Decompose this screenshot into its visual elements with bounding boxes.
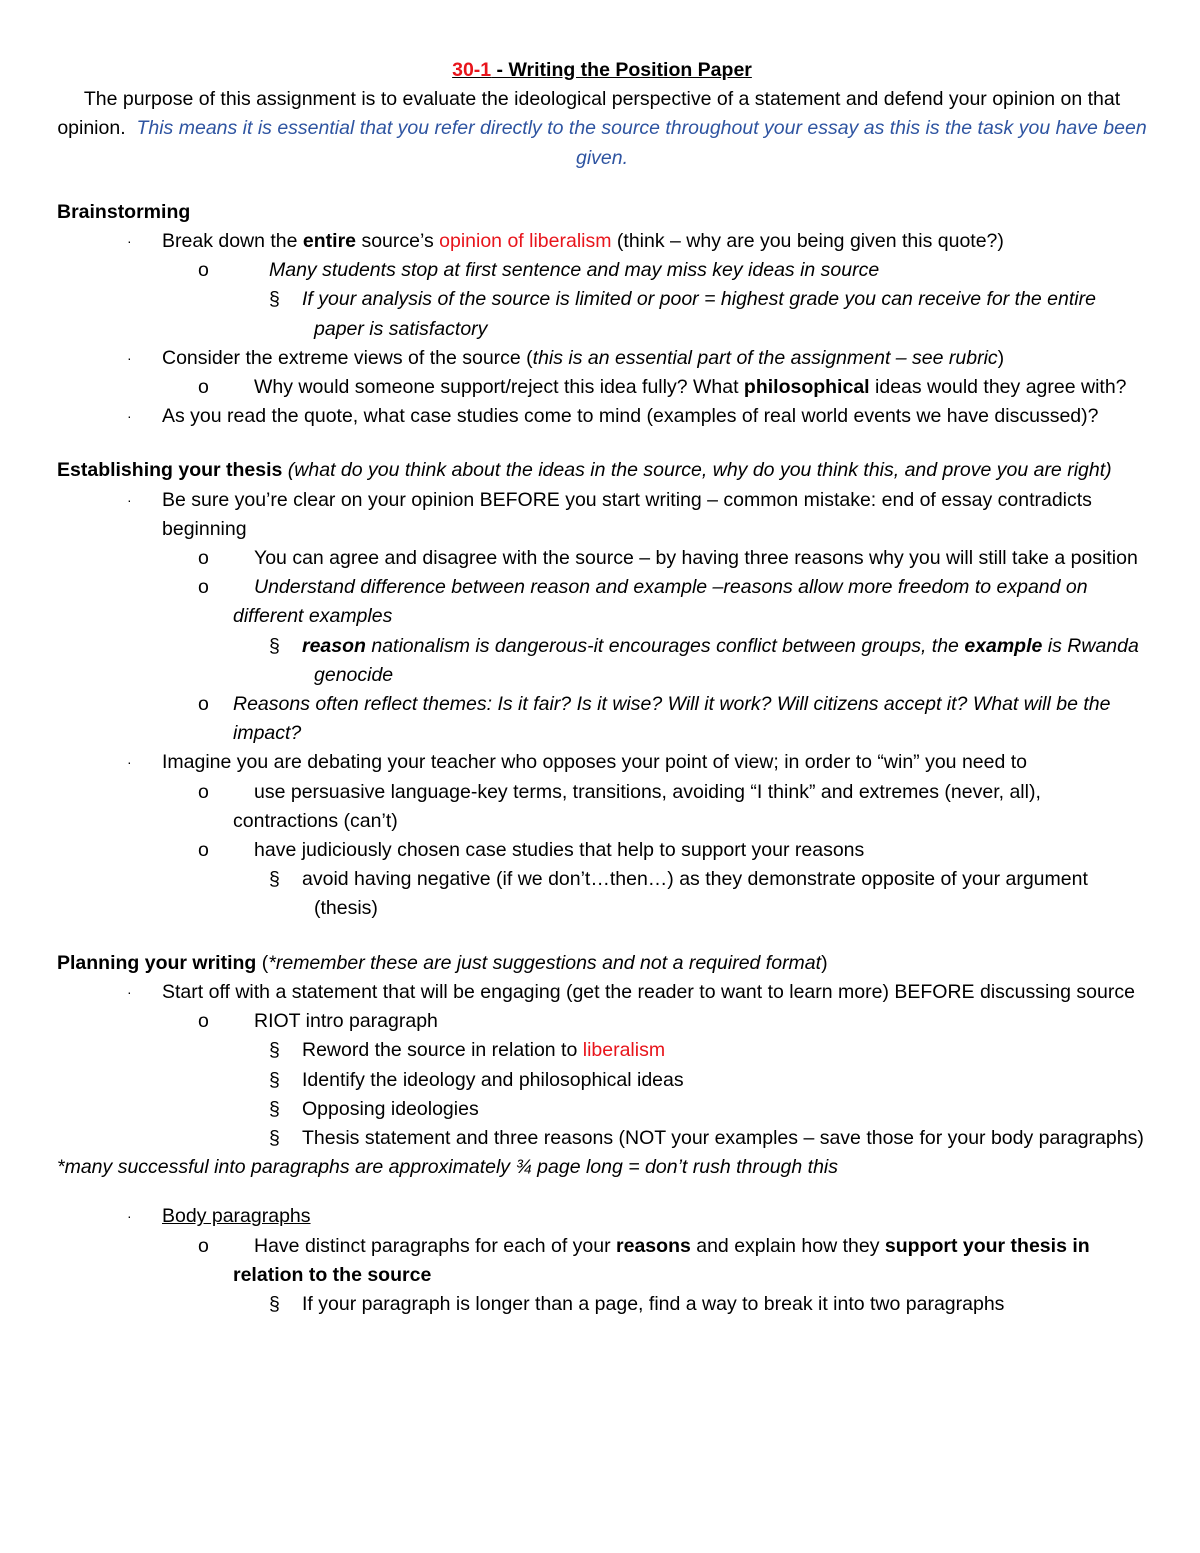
list-item bbox=[57, 256, 1147, 285]
text: ideas would they agree with? bbox=[869, 376, 1127, 399]
text: Reasons often reflect themes: Is it fair? Is it wise? Will it work? Will citizens accept it? What will be the impact? bbox=[233, 693, 1111, 745]
text: You can agree and disagree with the source – by having three reasons why you will still take a position bbox=[254, 547, 1138, 570]
list-item bbox=[57, 632, 1147, 690]
bullet-dot-icon: · bbox=[127, 754, 132, 771]
document-page bbox=[57, 56, 1147, 1319]
text: Opposing ideologies bbox=[302, 1097, 479, 1120]
planning-heading bbox=[57, 949, 1147, 978]
text: have judiciously chosen case studies that help to support your reasons bbox=[254, 839, 865, 862]
text: example bbox=[964, 634, 1043, 657]
text: avoid having negative (if we don’t…then…) as they demonstrate opposite of your argument (thesis) bbox=[302, 868, 1088, 920]
bullet-section-icon: § bbox=[269, 1292, 280, 1315]
list-item bbox=[57, 1036, 1147, 1065]
purpose-emphasis: This means it is essential that you refer directly to the source throughout your essay as this is the task you have been given. bbox=[136, 117, 1147, 169]
bullet-circle-icon: o bbox=[198, 547, 209, 570]
text: Be sure you’re clear on your opinion BEFORE you start writing – common mistake: end of essay contradicts beginning bbox=[162, 488, 1092, 540]
thesis-heading bbox=[57, 456, 1147, 485]
bullet-dot-icon: · bbox=[127, 491, 132, 508]
bullet-dot-icon: · bbox=[127, 408, 132, 425]
text: is Rwanda genocide bbox=[314, 634, 1139, 686]
list-item bbox=[57, 227, 1147, 256]
bullet-circle-icon: o bbox=[198, 780, 209, 803]
list-item bbox=[57, 486, 1147, 544]
text: reasons bbox=[616, 1234, 691, 1257]
list-item bbox=[57, 748, 1147, 777]
list-item bbox=[57, 1124, 1147, 1153]
bullet-circle-icon: o bbox=[198, 1010, 209, 1033]
text: Break down the bbox=[162, 230, 303, 253]
list-item bbox=[57, 285, 1147, 343]
list-item bbox=[57, 402, 1147, 431]
text: Planning your writing bbox=[57, 951, 257, 974]
text: support your thesis in relation to the source bbox=[233, 1234, 1090, 1286]
list-item bbox=[57, 978, 1147, 1007]
list-item bbox=[57, 1007, 1147, 1036]
bullet-circle-icon: o bbox=[198, 259, 209, 282]
text: If your paragraph is longer than a page, find a way to break it into two paragraphs bbox=[302, 1292, 1005, 1315]
bullet-section-icon: § bbox=[269, 1039, 280, 1062]
bullet-section-icon: § bbox=[269, 1097, 280, 1120]
bullet-circle-icon: o bbox=[198, 576, 209, 599]
text: ( bbox=[256, 951, 269, 974]
document-title bbox=[57, 56, 1147, 85]
text: reason bbox=[302, 634, 366, 657]
text: (think – why are you being given this quote?) bbox=[611, 230, 1004, 253]
course-code: 30-1 bbox=[452, 59, 492, 81]
bullet-circle-icon: o bbox=[198, 1234, 209, 1257]
text: Imagine you are debating your teacher who opposes your point of view; in order to “win” you need to bbox=[162, 751, 1028, 774]
text: Start off with a statement that will be engaging (get the reader to want to learn more) BEFORE discussing source bbox=[162, 980, 1135, 1003]
text: Thesis statement and three reasons (NOT your examples – save those for your body paragraphs) bbox=[302, 1126, 1144, 1149]
list-item bbox=[57, 1066, 1147, 1095]
text: As you read the quote, what case studies come to mind (examples of real world events we have discussed)? bbox=[162, 405, 1099, 428]
text: Identify the ideology and philosophical ideas bbox=[302, 1068, 684, 1091]
bullet-section-icon: § bbox=[269, 1068, 280, 1091]
list-item bbox=[57, 344, 1147, 373]
bullet-dot-icon: · bbox=[127, 233, 132, 250]
text: If your analysis of the source is limited or poor = highest grade you can receive for the entire paper is satisfactory bbox=[302, 288, 1096, 340]
list-item bbox=[57, 573, 1147, 631]
purpose-paragraph bbox=[57, 85, 1147, 173]
text: (what do you think about the ideas in the source, why do you think this, and prove you are right) bbox=[282, 459, 1112, 482]
text bbox=[233, 373, 1147, 402]
text: RIOT intro paragraph bbox=[254, 1010, 438, 1033]
brainstorming-heading: Brainstorming bbox=[57, 200, 191, 223]
list-item bbox=[57, 836, 1147, 865]
text: entire bbox=[302, 230, 357, 253]
text bbox=[233, 1232, 1147, 1290]
text: ) bbox=[821, 951, 828, 974]
list-item bbox=[57, 865, 1147, 923]
list-item bbox=[57, 544, 1147, 573]
list-item bbox=[57, 373, 1147, 402]
list-item bbox=[57, 1202, 1147, 1231]
bullet-circle-icon: o bbox=[198, 693, 209, 716]
text: Have distinct paragraphs for each of your bbox=[254, 1234, 617, 1257]
text: opinion of liberalism bbox=[439, 230, 612, 253]
text: Understand difference between reason and example –reasons allow more freedom to expand on different examples bbox=[233, 576, 1088, 628]
text: Consider the extreme views of the source ( bbox=[162, 346, 533, 369]
text: and explain how they bbox=[690, 1234, 885, 1257]
text: nationalism is dangerous-it encourages conflict between groups, the bbox=[365, 634, 965, 657]
text: ) bbox=[997, 346, 1005, 369]
text: Body paragraphs bbox=[162, 1205, 311, 1228]
list-item bbox=[57, 1095, 1147, 1124]
bullet-circle-icon: o bbox=[198, 839, 209, 862]
text bbox=[302, 632, 1147, 690]
footnote: *many successful into paragraphs are approximately ¾ page long = don’t rush through this bbox=[57, 1156, 838, 1179]
list-item bbox=[57, 690, 1147, 748]
list-item bbox=[57, 1232, 1147, 1290]
text: this is an essential part of the assignment – see rubric bbox=[532, 346, 998, 369]
text: Why would someone support/reject this idea fully? What bbox=[254, 376, 744, 399]
bullet-section-icon: § bbox=[269, 634, 280, 657]
bullet-circle-icon: o bbox=[198, 376, 209, 399]
list-item bbox=[57, 778, 1147, 836]
text: *remember these are just suggestions and not a required format bbox=[268, 951, 822, 974]
bullet-section-icon: § bbox=[269, 868, 280, 891]
text: Reword the source in relation to bbox=[302, 1039, 583, 1062]
bullet-dot-icon: · bbox=[127, 1208, 132, 1225]
text: source’s bbox=[356, 230, 440, 253]
bullet-dot-icon: · bbox=[127, 349, 132, 366]
bullet-dot-icon: · bbox=[127, 983, 132, 1000]
bullet-section-icon: § bbox=[269, 288, 280, 311]
text: philosophical bbox=[743, 376, 870, 399]
text: Many students stop at first sentence and may miss key ideas in source bbox=[269, 259, 880, 282]
title-text: - Writing the Position Paper bbox=[491, 59, 752, 81]
purpose-text: The purpose of this assignment is to evaluate the ideological perspective of a statement and defend your opinion on that opinion. bbox=[57, 88, 1121, 140]
list-item bbox=[57, 1290, 1147, 1319]
text: use persuasive language-key terms, transitions, avoiding “I think” and extremes (never, all), contractions (can’t) bbox=[233, 780, 1041, 832]
text: Establishing your thesis bbox=[57, 459, 283, 482]
bullet-section-icon: § bbox=[269, 1126, 280, 1149]
text: liberalism bbox=[582, 1039, 666, 1062]
